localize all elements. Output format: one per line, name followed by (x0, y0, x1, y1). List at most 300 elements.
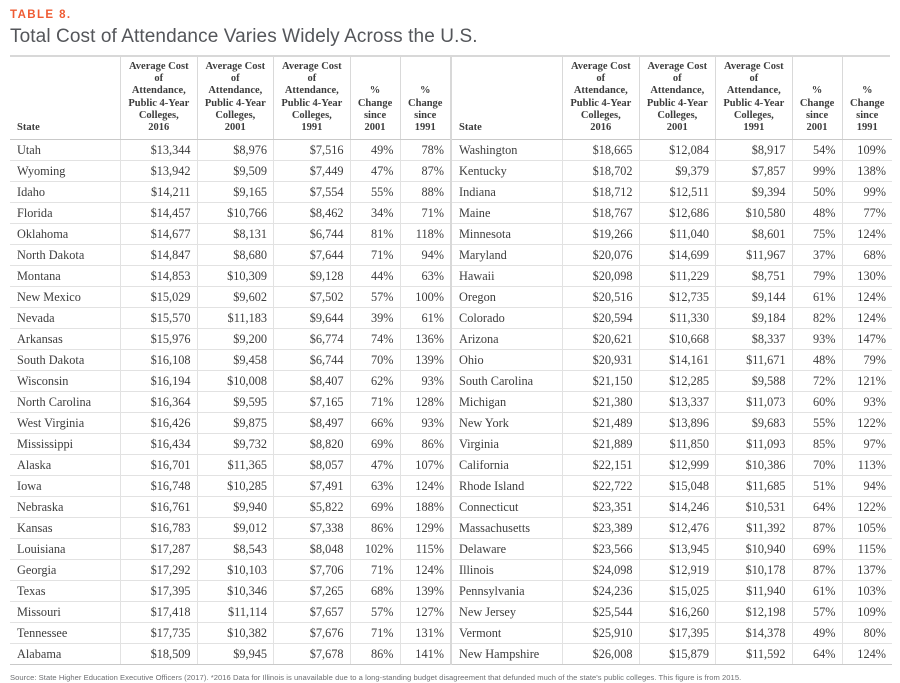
state-name-cell: California (452, 455, 563, 476)
state-name-cell: Connecticut (452, 497, 563, 518)
cost-2016-cell: $25,544 (563, 602, 640, 623)
cost-1991-cell: $9,128 (274, 266, 351, 287)
cost-2001-cell: $10,668 (639, 329, 716, 350)
state-name-cell: Kansas (10, 518, 121, 539)
pct-change-2001-cell: 71% (350, 392, 400, 413)
cost-2001-cell: $9,458 (197, 350, 274, 371)
column-header-pct-change-1991 (842, 57, 892, 140)
table-row (452, 203, 892, 224)
pct-change-1991-cell: 124% (400, 560, 450, 581)
state-name-cell: Oklahoma (10, 224, 121, 245)
state-name-cell: Missouri (10, 602, 121, 623)
cost-1991-cell: $7,338 (274, 518, 351, 539)
cost-1991-cell: $11,392 (716, 518, 793, 539)
cost-2001-cell: $12,285 (639, 371, 716, 392)
table-row (452, 371, 892, 392)
cost-2001-cell: $14,246 (639, 497, 716, 518)
cost-2001-cell: $11,040 (639, 224, 716, 245)
cost-2001-cell: $15,048 (639, 476, 716, 497)
pct-change-1991-cell: 139% (400, 581, 450, 602)
header-line: Average Cost (724, 61, 784, 72)
header-line: Average Cost (571, 61, 631, 72)
table-row (10, 413, 450, 434)
pct-change-2001-cell: 71% (350, 623, 400, 644)
cost-2016-cell: $26,008 (563, 644, 640, 665)
header-line: Change (357, 97, 393, 109)
table-row (10, 266, 450, 287)
pct-change-1991-cell: 137% (842, 560, 892, 581)
cost-1991-cell: $12,198 (716, 602, 793, 623)
header-line: of Attendance, (131, 73, 186, 97)
cost-2001-cell: $15,025 (639, 581, 716, 602)
pct-change-2001-cell: 102% (350, 539, 400, 560)
pct-change-2001-cell: 54% (792, 140, 842, 161)
pct-change-1991-cell: 188% (400, 497, 450, 518)
column-header-cost-1991 (274, 57, 351, 140)
pct-change-1991-cell: 124% (842, 224, 892, 245)
pct-change-2001-cell: 50% (792, 182, 842, 203)
state-name-cell: Vermont (452, 623, 563, 644)
column-header-cost-1991 (716, 57, 793, 140)
cost-1991-cell: $7,491 (274, 476, 351, 497)
cost-2016-cell: $24,098 (563, 560, 640, 581)
table-head-left (10, 57, 450, 140)
cost-2016-cell: $17,395 (121, 581, 198, 602)
state-name-cell: Arkansas (10, 329, 121, 350)
cost-2001-cell: $13,337 (639, 392, 716, 413)
table-row (452, 455, 892, 476)
state-name-cell: Florida (10, 203, 121, 224)
state-name-cell: Kentucky (452, 161, 563, 182)
table-row (452, 623, 892, 644)
pct-change-1991-cell: 77% (842, 203, 892, 224)
cost-2016-cell: $21,889 (563, 434, 640, 455)
pct-change-2001-cell: 69% (350, 497, 400, 518)
cost-2016-cell: $18,509 (121, 644, 198, 665)
state-name-cell: Minnesota (452, 224, 563, 245)
cost-1991-cell: $8,497 (274, 413, 351, 434)
pct-change-2001-cell: 75% (792, 224, 842, 245)
header-line: State (459, 122, 482, 134)
table-row (10, 140, 450, 161)
cost-2001-cell: $12,735 (639, 287, 716, 308)
cost-2001-cell: $14,699 (639, 245, 716, 266)
cost-2016-cell: $15,976 (121, 329, 198, 350)
pct-change-1991-cell: 109% (842, 140, 892, 161)
cost-2001-cell: $10,103 (197, 560, 274, 581)
cost-2016-cell: $14,677 (121, 224, 198, 245)
table-row (10, 518, 450, 539)
pct-change-2001-cell: 57% (792, 602, 842, 623)
cost-2001-cell: $11,850 (639, 434, 716, 455)
header-line: of Attendance, (284, 73, 339, 97)
table-row (10, 497, 450, 518)
pct-change-2001-cell: 74% (350, 329, 400, 350)
header-line: since (805, 109, 829, 121)
header-line: Public 4-Year (204, 97, 266, 109)
table-row (10, 308, 450, 329)
cost-2016-cell: $23,351 (563, 497, 640, 518)
pct-change-2001-cell: 44% (350, 266, 400, 287)
header-line: Change (850, 97, 885, 109)
header-line: Colleges, 2016 (580, 109, 621, 134)
cost-1991-cell: $7,516 (274, 140, 351, 161)
column-header-cost-2016 (563, 57, 640, 140)
pct-change-1991-cell: 118% (400, 224, 450, 245)
state-name-cell: New Jersey (452, 602, 563, 623)
cost-2016-cell: $14,211 (121, 182, 198, 203)
pct-change-2001-cell: 64% (792, 497, 842, 518)
state-name-cell: Indiana (452, 182, 563, 203)
cost-2016-cell: $17,735 (121, 623, 198, 644)
table-row (452, 560, 892, 581)
pct-change-1991-cell: 136% (400, 329, 450, 350)
table-row (10, 350, 450, 371)
pct-change-2001-cell: 85% (792, 434, 842, 455)
cost-1991-cell: $11,940 (716, 581, 793, 602)
pct-change-1991-cell: 131% (400, 623, 450, 644)
pct-change-2001-cell: 61% (792, 287, 842, 308)
table-row (10, 224, 450, 245)
state-name-cell: Maine (452, 203, 563, 224)
cost-2016-cell: $18,712 (563, 182, 640, 203)
header-line: of Attendance, (573, 73, 628, 97)
pct-change-2001-cell: 55% (792, 413, 842, 434)
state-name-cell: Virginia (452, 434, 563, 455)
cost-1991-cell: $10,386 (716, 455, 793, 476)
cost-2001-cell: $14,161 (639, 350, 716, 371)
header-line: Colleges, 2001 (657, 109, 698, 134)
cost-2001-cell: $9,940 (197, 497, 274, 518)
cost-1991-cell: $7,676 (274, 623, 351, 644)
cost-2016-cell: $16,426 (121, 413, 198, 434)
cost-2016-cell: $16,434 (121, 434, 198, 455)
cost-2016-cell: $17,292 (121, 560, 198, 581)
cost-2016-cell: $16,108 (121, 350, 198, 371)
cost-2016-cell: $21,150 (563, 371, 640, 392)
state-name-cell: Alaska (10, 455, 121, 476)
table-row (10, 182, 450, 203)
state-name-cell: Montana (10, 266, 121, 287)
table-row (10, 434, 450, 455)
pct-change-2001-cell: 82% (792, 308, 842, 329)
header-line: Public 4-Year (281, 97, 343, 109)
pct-change-1991-cell: 105% (842, 518, 892, 539)
cost-2001-cell: $11,229 (639, 266, 716, 287)
pct-change-1991-cell: 103% (842, 581, 892, 602)
table-row (452, 266, 892, 287)
pct-change-2001-cell: 64% (792, 644, 842, 665)
state-name-cell: Utah (10, 140, 121, 161)
cost-2016-cell: $13,344 (121, 140, 198, 161)
pct-change-1991-cell: 124% (842, 644, 892, 665)
cost-2016-cell: $13,942 (121, 161, 198, 182)
cost-1991-cell: $8,917 (716, 140, 793, 161)
cost-2016-cell: $16,194 (121, 371, 198, 392)
pct-change-2001-cell: 48% (792, 203, 842, 224)
pct-change-1991-cell: 93% (842, 392, 892, 413)
table-row (10, 455, 450, 476)
cost-1991-cell: $9,683 (716, 413, 793, 434)
pct-change-1991-cell: 87% (400, 161, 450, 182)
cost-1991-cell: $9,394 (716, 182, 793, 203)
state-name-cell: Delaware (452, 539, 563, 560)
table-container (10, 55, 890, 665)
table-number-label: TABLE 8. (10, 9, 72, 21)
cost-2001-cell: $9,012 (197, 518, 274, 539)
state-name-cell: Tennessee (10, 623, 121, 644)
table-half-left (10, 57, 450, 665)
cost-2016-cell: $20,516 (563, 287, 640, 308)
header-line: 2001 (364, 122, 386, 134)
cost-1991-cell: $6,744 (274, 224, 351, 245)
pct-change-1991-cell: 121% (842, 371, 892, 392)
cost-2001-cell: $17,395 (639, 623, 716, 644)
table-row (452, 476, 892, 497)
state-name-cell: Wyoming (10, 161, 121, 182)
cost-2016-cell: $16,364 (121, 392, 198, 413)
table-row (452, 245, 892, 266)
state-name-cell: Texas (10, 581, 121, 602)
cost-1991-cell: $7,165 (274, 392, 351, 413)
cost-2016-cell: $17,287 (121, 539, 198, 560)
state-name-cell: West Virginia (10, 413, 121, 434)
header-line: % (369, 85, 381, 97)
cost-2016-cell: $16,761 (121, 497, 198, 518)
cost-2001-cell: $10,382 (197, 623, 274, 644)
state-name-cell: Massachusetts (452, 518, 563, 539)
header-line: since (363, 109, 387, 121)
cost-2016-cell: $20,098 (563, 266, 640, 287)
cost-1991-cell: $14,378 (716, 623, 793, 644)
cost-1991-cell: $10,531 (716, 497, 793, 518)
table-row (10, 539, 450, 560)
pct-change-1991-cell: 109% (842, 602, 892, 623)
pct-change-2001-cell: 49% (350, 140, 400, 161)
cost-2001-cell: $8,543 (197, 539, 274, 560)
cost-2001-cell: $12,686 (639, 203, 716, 224)
cost-1991-cell: $11,967 (716, 245, 793, 266)
pct-change-2001-cell: 86% (350, 518, 400, 539)
cost-table-right (452, 57, 892, 665)
header-row (10, 57, 450, 140)
cost-1991-cell: $8,462 (274, 203, 351, 224)
cost-2016-cell: $20,931 (563, 350, 640, 371)
state-name-cell: Nevada (10, 308, 121, 329)
cost-2001-cell: $12,084 (639, 140, 716, 161)
cost-2001-cell: $8,976 (197, 140, 274, 161)
pct-change-1991-cell: 107% (400, 455, 450, 476)
cost-2001-cell: $10,346 (197, 581, 274, 602)
pct-change-1991-cell: 97% (842, 434, 892, 455)
table-row (452, 644, 892, 665)
pct-change-1991-cell: 94% (842, 476, 892, 497)
pct-change-1991-cell: 122% (842, 497, 892, 518)
table-row (452, 392, 892, 413)
table-row (452, 287, 892, 308)
pct-change-2001-cell: 81% (350, 224, 400, 245)
header-line: 2001 (806, 122, 828, 134)
cost-1991-cell: $7,657 (274, 602, 351, 623)
pct-change-1991-cell: 122% (842, 413, 892, 434)
state-name-cell: North Dakota (10, 245, 121, 266)
cost-1991-cell: $10,580 (716, 203, 793, 224)
cost-1991-cell: $7,554 (274, 182, 351, 203)
cost-2001-cell: $15,879 (639, 644, 716, 665)
cost-2001-cell: $10,008 (197, 371, 274, 392)
header-line: Colleges, 2016 (138, 109, 179, 134)
state-name-cell: Nebraska (10, 497, 121, 518)
table-row (452, 224, 892, 245)
header-line: Average Cost (647, 61, 708, 72)
table-row (452, 518, 892, 539)
table-row (452, 329, 892, 350)
cost-1991-cell: $11,685 (716, 476, 793, 497)
header-line: Colleges, 1991 (733, 109, 774, 134)
cost-1991-cell: $6,774 (274, 329, 351, 350)
cost-2016-cell: $14,853 (121, 266, 198, 287)
table-half-right (452, 57, 892, 665)
cost-2001-cell: $9,602 (197, 287, 274, 308)
cost-1991-cell: $7,678 (274, 644, 351, 665)
pct-change-1991-cell: 71% (400, 203, 450, 224)
cost-1991-cell: $9,144 (716, 287, 793, 308)
state-name-cell: South Carolina (452, 371, 563, 392)
cost-2001-cell: $9,379 (639, 161, 716, 182)
cost-2016-cell: $15,029 (121, 287, 198, 308)
cost-1991-cell: $8,601 (716, 224, 793, 245)
state-name-cell: Iowa (10, 476, 121, 497)
pct-change-2001-cell: 86% (350, 644, 400, 665)
table-row (452, 182, 892, 203)
pct-change-2001-cell: 48% (792, 350, 842, 371)
pct-change-2001-cell: 71% (350, 560, 400, 581)
header-line: Change (799, 97, 835, 109)
header-line: Public 4-Year (128, 97, 190, 109)
cost-1991-cell: $6,744 (274, 350, 351, 371)
state-name-cell: Alabama (10, 644, 121, 665)
table-row (10, 371, 450, 392)
cost-2001-cell: $9,595 (197, 392, 274, 413)
pct-change-2001-cell: 62% (350, 371, 400, 392)
table-row (10, 644, 450, 665)
state-name-cell: Ohio (452, 350, 563, 371)
column-header-state (10, 57, 121, 140)
pct-change-2001-cell: 57% (350, 287, 400, 308)
cost-2001-cell: $9,875 (197, 413, 274, 434)
state-name-cell: Washington (452, 140, 563, 161)
cost-2001-cell: $8,680 (197, 245, 274, 266)
cost-1991-cell: $7,449 (274, 161, 351, 182)
pct-change-2001-cell: 39% (350, 308, 400, 329)
pct-change-2001-cell: 99% (792, 161, 842, 182)
cost-1991-cell: $11,073 (716, 392, 793, 413)
cost-2016-cell: $14,847 (121, 245, 198, 266)
table-row (452, 539, 892, 560)
cost-2001-cell: $11,330 (639, 308, 716, 329)
pct-change-1991-cell: 78% (400, 140, 450, 161)
cost-2016-cell: $20,594 (563, 308, 640, 329)
table-row (452, 581, 892, 602)
cost-1991-cell: $7,265 (274, 581, 351, 602)
header-line: % (420, 85, 431, 97)
table-row (452, 161, 892, 182)
cost-2016-cell: $19,266 (563, 224, 640, 245)
cost-2001-cell: $10,309 (197, 266, 274, 287)
cost-2001-cell: $10,766 (197, 203, 274, 224)
pct-change-2001-cell: 69% (792, 539, 842, 560)
pct-change-1991-cell: 88% (400, 182, 450, 203)
cost-1991-cell: $7,644 (274, 245, 351, 266)
cost-2001-cell: $12,511 (639, 182, 716, 203)
state-name-cell: Pennsylvania (452, 581, 563, 602)
state-name-cell: Idaho (10, 182, 121, 203)
cost-1991-cell: $8,751 (716, 266, 793, 287)
pct-change-2001-cell: 70% (792, 455, 842, 476)
pct-change-2001-cell: 47% (350, 455, 400, 476)
cost-2001-cell: $9,200 (197, 329, 274, 350)
cost-2001-cell: $11,183 (197, 308, 274, 329)
cost-2016-cell: $18,702 (563, 161, 640, 182)
table-row (452, 308, 892, 329)
cost-2001-cell: $9,945 (197, 644, 274, 665)
table-row (452, 350, 892, 371)
cost-2001-cell: $12,919 (639, 560, 716, 581)
cost-2016-cell: $21,489 (563, 413, 640, 434)
pct-change-2001-cell: 87% (792, 560, 842, 581)
header-line: since (856, 109, 879, 121)
state-name-cell: Maryland (452, 245, 563, 266)
pct-change-2001-cell: 34% (350, 203, 400, 224)
pct-change-2001-cell: 66% (350, 413, 400, 434)
header-line: Change (408, 97, 443, 109)
header-line: of Attendance, (650, 73, 705, 97)
table-body-left (10, 140, 450, 665)
cost-2016-cell: $20,621 (563, 329, 640, 350)
cost-2001-cell: $11,114 (197, 602, 274, 623)
cost-2016-cell: $23,389 (563, 518, 640, 539)
cost-2001-cell: $13,896 (639, 413, 716, 434)
state-name-cell: North Carolina (10, 392, 121, 413)
header-line: Average Cost (129, 61, 189, 72)
pct-change-1991-cell: 129% (400, 518, 450, 539)
pct-change-1991-cell: 100% (400, 287, 450, 308)
cost-2016-cell: $14,457 (121, 203, 198, 224)
pct-change-1991-cell: 80% (842, 623, 892, 644)
cost-1991-cell: $9,644 (274, 308, 351, 329)
state-name-cell: Arizona (452, 329, 563, 350)
pct-change-2001-cell: 79% (792, 266, 842, 287)
pct-change-2001-cell: 69% (350, 434, 400, 455)
table-body-right (452, 140, 892, 665)
pct-change-1991-cell: 127% (400, 602, 450, 623)
header-line: Public 4-Year (570, 97, 632, 109)
table-row (452, 434, 892, 455)
cost-2001-cell: $10,285 (197, 476, 274, 497)
pct-change-2001-cell: 93% (792, 329, 842, 350)
header-line: 1991 (414, 122, 436, 134)
table-head-right (452, 57, 892, 140)
cost-1991-cell: $7,706 (274, 560, 351, 581)
table-row (452, 602, 892, 623)
state-name-cell: New York (452, 413, 563, 434)
pct-change-1991-cell: 115% (400, 539, 450, 560)
cost-1991-cell: $8,407 (274, 371, 351, 392)
cost-2016-cell: $23,566 (563, 539, 640, 560)
header-line: Colleges, 1991 (291, 109, 332, 134)
header-line: Public 4-Year (723, 97, 785, 109)
pct-change-1991-cell: 113% (842, 455, 892, 476)
